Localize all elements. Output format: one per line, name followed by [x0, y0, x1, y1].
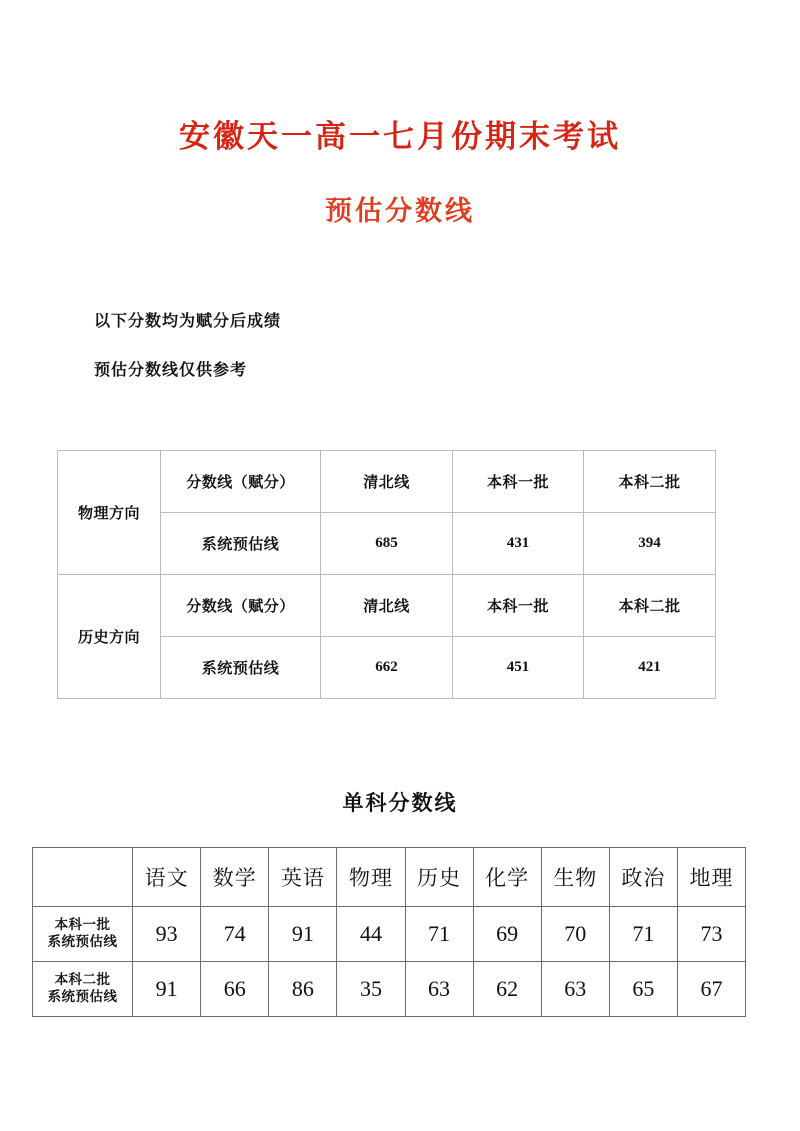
- cell-erpi-english: 86: [269, 962, 337, 1017]
- row-label-line1: 本科二批: [54, 972, 111, 988]
- header-qingbei-history: 清北线: [321, 575, 453, 637]
- cell-erpi-biology: 63: [541, 962, 609, 1017]
- header-qingbei-physics: 清北线: [321, 451, 453, 513]
- subject-header-biology: 生物: [541, 848, 609, 907]
- table-row: [33, 962, 746, 1017]
- cell-erpi-politics: 65: [609, 962, 677, 1017]
- subject-table-corner-cell: [33, 848, 133, 907]
- cell-yipi-geography: 73: [677, 907, 745, 962]
- value-benke-erpi-physics: 394: [584, 513, 716, 575]
- cell-yipi-english: 91: [269, 907, 337, 962]
- cell-yipi-politics: 71: [609, 907, 677, 962]
- estimate-label-physics: 系统预估线: [161, 513, 321, 575]
- cell-yipi-chemistry: 69: [473, 907, 541, 962]
- subject-row-label-erpi: [33, 962, 133, 1017]
- subject-header-english: 英语: [269, 848, 337, 907]
- header-benke-yipi-physics: 本科一批: [453, 451, 584, 513]
- table-row: [33, 907, 746, 962]
- note-line-1: 以下分数均为赋分后成绩: [94, 313, 282, 330]
- header-benke-yipi-history: 本科一批: [453, 575, 584, 637]
- cell-erpi-physics: 35: [337, 962, 405, 1017]
- estimate-label-history: 系统预估线: [161, 637, 321, 699]
- subject-header-chemistry: 化学: [473, 848, 541, 907]
- notes-block: [94, 312, 594, 380]
- cell-erpi-history: 63: [405, 962, 473, 1017]
- value-benke-yipi-history: 451: [453, 637, 584, 699]
- header-benke-erpi-physics: 本科二批: [584, 451, 716, 513]
- direction-label-history: 历史方向: [58, 575, 161, 699]
- row-label-line1: 本科一批: [54, 917, 111, 933]
- cell-erpi-chemistry: 62: [473, 962, 541, 1017]
- value-qingbei-physics: 685: [321, 513, 453, 575]
- score-line-label-physics: 分数线（赋分）: [161, 451, 321, 513]
- subject-header-geography: 地理: [677, 848, 745, 907]
- subject-header-math: 数学: [201, 848, 269, 907]
- note-line-2: 预估分数线仅供参考: [94, 362, 248, 380]
- table-header-row: [33, 848, 746, 907]
- header-benke-erpi-history: 本科二批: [584, 575, 716, 637]
- subject-header-politics: 政治: [609, 848, 677, 907]
- row-label-line2: 系统预估线: [47, 934, 118, 949]
- cell-erpi-chinese: 91: [133, 962, 201, 1017]
- subject-score-table: [32, 847, 746, 1017]
- value-benke-yipi-physics: 431: [453, 513, 584, 575]
- overall-score-table: [57, 450, 716, 699]
- value-qingbei-history: 662: [321, 637, 453, 699]
- table-row: [58, 575, 716, 637]
- subject-header-physics: 物理: [337, 848, 405, 907]
- subject-header-chinese: 语文: [133, 848, 201, 907]
- cell-yipi-history: 71: [405, 907, 473, 962]
- document-title-block: [0, 118, 800, 229]
- page-subtitle: 预估分数线: [325, 195, 475, 226]
- cell-yipi-biology: 70: [541, 907, 609, 962]
- subject-score-table-wrapper: [32, 847, 746, 1017]
- cell-erpi-geography: 67: [677, 962, 745, 1017]
- page-title: 安徽天一高一七月份期末考试: [179, 119, 621, 154]
- subject-header-history: 历史: [405, 848, 473, 907]
- score-line-label-history: 分数线（赋分）: [161, 575, 321, 637]
- subject-section-heading: 单科分数线: [342, 791, 458, 815]
- value-benke-erpi-history: 421: [584, 637, 716, 699]
- row-label-line2: 系统预估线: [47, 989, 118, 1004]
- cell-yipi-math: 74: [201, 907, 269, 962]
- cell-yipi-chinese: 93: [133, 907, 201, 962]
- overall-score-table-wrapper: [57, 450, 715, 699]
- cell-yipi-physics: 44: [337, 907, 405, 962]
- direction-label-physics: 物理方向: [58, 451, 161, 575]
- subject-row-label-yipi: [33, 907, 133, 962]
- cell-erpi-math: 66: [201, 962, 269, 1017]
- table-row: [58, 451, 716, 513]
